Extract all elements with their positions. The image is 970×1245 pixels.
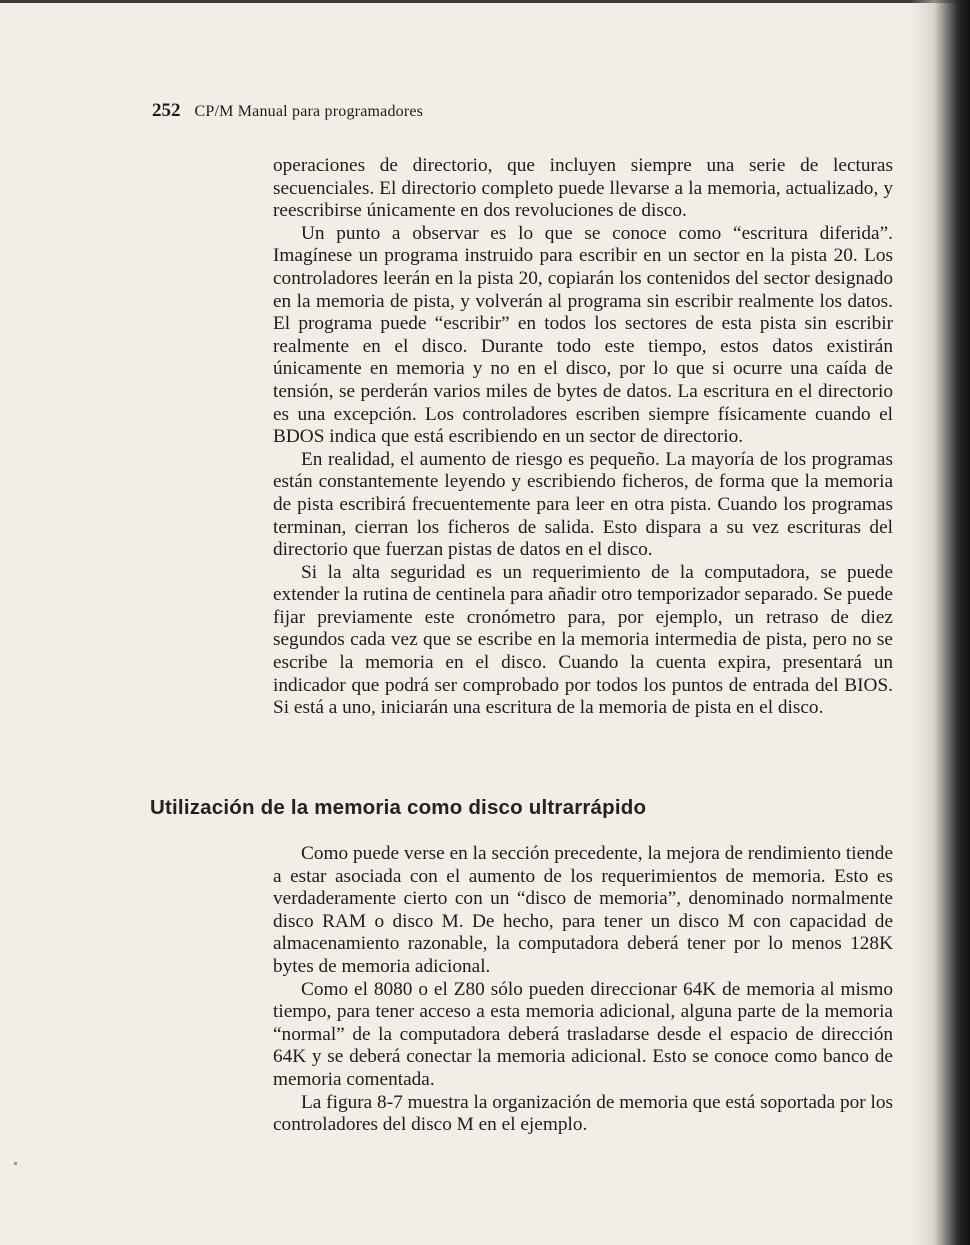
section-heading: Utilización de la memoria como disco ultrarrápido — [150, 796, 647, 819]
scan-speck — [14, 1162, 17, 1165]
page-number: 252 — [152, 100, 181, 121]
paragraph: La figura 8-7 muestra la organización de memoria que está soportada por los controladores del disco M en el ejemplo. — [273, 1091, 893, 1136]
book-spine-shadow — [910, 0, 970, 1245]
paragraph: Como puede verse en la sección precedente, la mejora de rendimiento tiende a estar asociada con el aumento de los requerimientos de memoria. Esto es verdaderamente cierto con un “disco de memoria”, denominado normalmente disco RAM o disco M. De hecho, para tener un disco M con capacidad de almacenamiento razonable, la computadora deberá tener por lo menos 128K bytes de memoria adicional. — [273, 843, 893, 977]
paragraph: operaciones de directorio, que incluyen siempre una serie de lecturas secuenciales. El directorio completo puede llevarse a la memoria, actualizado, y reescribirse únicamente en dos revoluciones de disco. — [273, 155, 893, 222]
book-title: CP/M Manual para programadores — [194, 103, 424, 120]
body-text-top — [273, 155, 893, 720]
running-header — [152, 100, 423, 123]
paragraph: Un punto a observar es lo que se conoce como “escritura diferida”. Imagínese un programa instruido para escribir en un sector en la pista 20. Los controladores leerán en la pista 20, copiarán los contenidos del sector designado en la memoria de pista, y volverán al programa sin escribir realmente los datos. El programa puede “escribir” en todos los sectores de esta pista sin escribir realmente en el disco. Durante todo este tiempo, estos datos existirán únicamente en memoria y no en el disco, por lo que si ocurre una caída de tensión, se perderán varios miles de bytes de datos. La escritura en el directorio es una excepción. Los controladores escriben siempre físicamente cuando el BDOS indica que está escribiendo en un sector de directorio. — [273, 222, 893, 448]
body-text-section — [273, 843, 893, 1137]
top-edge-rule — [0, 0, 970, 3]
paragraph: Como el 8080 o el Z80 sólo pueden direccionar 64K de memoria al mismo tiempo, para tener acceso a esta memoria adicional, alguna parte de la memoria “normal” de la computadora deberá trasladarse desde el espacio de dirección 64K y se deberá conectar la memoria adicional. Esto se conoce como banco de memoria comentada. — [273, 978, 893, 1090]
paragraph: Si la alta seguridad es un requerimiento de la computadora, se puede extender la rutina de centinela para añadir otro temporizador separado. Se puede fijar previamente este cronómetro para, por ejemplo, un retraso de diez segundos cada vez que se escribe en la memoria intermedia de pista, pero no se escribe la memoria en el disco. Cuando la cuenta expira, presentará un indicador que podrá ser comprobado por todos los puntos de entrada del BIOS. Si está a uno, iniciarán una escritura de la memoria de pista en el disco. — [273, 561, 893, 719]
paragraph: En realidad, el aumento de riesgo es pequeño. La mayoría de los programas están constantemente leyendo y escribiendo ficheros, de forma que la memoria de pista escribirá frecuentemente para leer en otra pista. Cuando los programas terminan, cierran los ficheros de salida. Esto dispara a su vez escrituras del directorio que fuerzan pistas de datos en el disco. — [273, 448, 893, 561]
